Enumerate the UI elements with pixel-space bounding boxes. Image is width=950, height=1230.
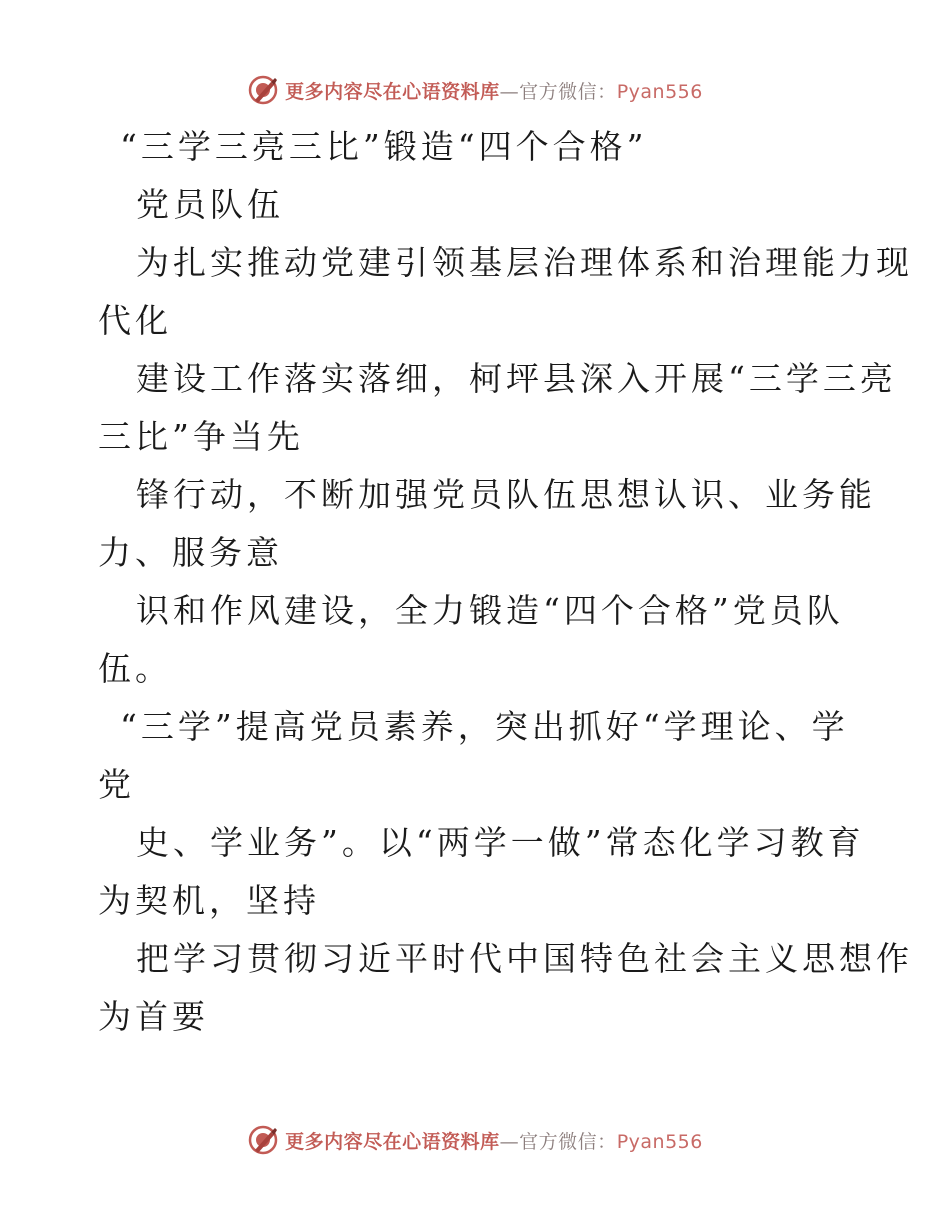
- watermark-brand: 更多内容尽在心语资料库: [285, 80, 500, 103]
- watermark-wechat-id: Pyan556: [616, 1130, 703, 1153]
- document-line: 为契机，坚持: [98, 881, 320, 920]
- document-line: 党: [98, 765, 135, 804]
- watermark-dash: —: [499, 80, 520, 103]
- document-line: “三学三亮三比”锻造“四个合格”: [120, 127, 648, 166]
- watermark-brand: 更多内容尽在心语资料库: [285, 1130, 500, 1153]
- watermark-wechat-id: Pyan556: [616, 80, 703, 103]
- document-line: “三学”提高党员素养，突出抓好“学理论、学: [120, 707, 849, 746]
- document-line: 识和作风建设，全力锻造“四个合格”党员队: [136, 591, 844, 630]
- pen-logo-icon: [247, 1124, 279, 1156]
- document-line: 锋行动，不断加强党员队伍思想认识、业务能: [136, 475, 876, 514]
- document-line: 史、学业务”。以“两学一做”常态化学习教育: [136, 823, 865, 862]
- document-line: 力、服务意: [98, 533, 283, 572]
- document-line: 为扎实推动党建引领基层治理体系和治理能力现: [136, 243, 913, 282]
- document-line: 党员队伍: [136, 185, 284, 224]
- watermark-wechat-label: 官方微信：: [519, 80, 617, 103]
- header-watermark: [0, 70, 950, 110]
- document-line: 建设工作落实落细，柯坪县深入开展“三学三亮: [136, 359, 897, 398]
- document-line: 把学习贯彻习近平时代中国特色社会主义思想作: [136, 939, 913, 978]
- footer-watermark: [0, 1120, 950, 1160]
- watermark-wechat-label: 官方微信：: [519, 1130, 617, 1153]
- document-line: 为首要: [98, 997, 209, 1036]
- document-line: 代化: [98, 301, 172, 340]
- document-line: 伍。: [98, 649, 172, 688]
- document-line: 三比”争当先: [98, 417, 304, 456]
- pen-logo-icon: [247, 74, 279, 106]
- watermark-dash: —: [499, 1130, 520, 1153]
